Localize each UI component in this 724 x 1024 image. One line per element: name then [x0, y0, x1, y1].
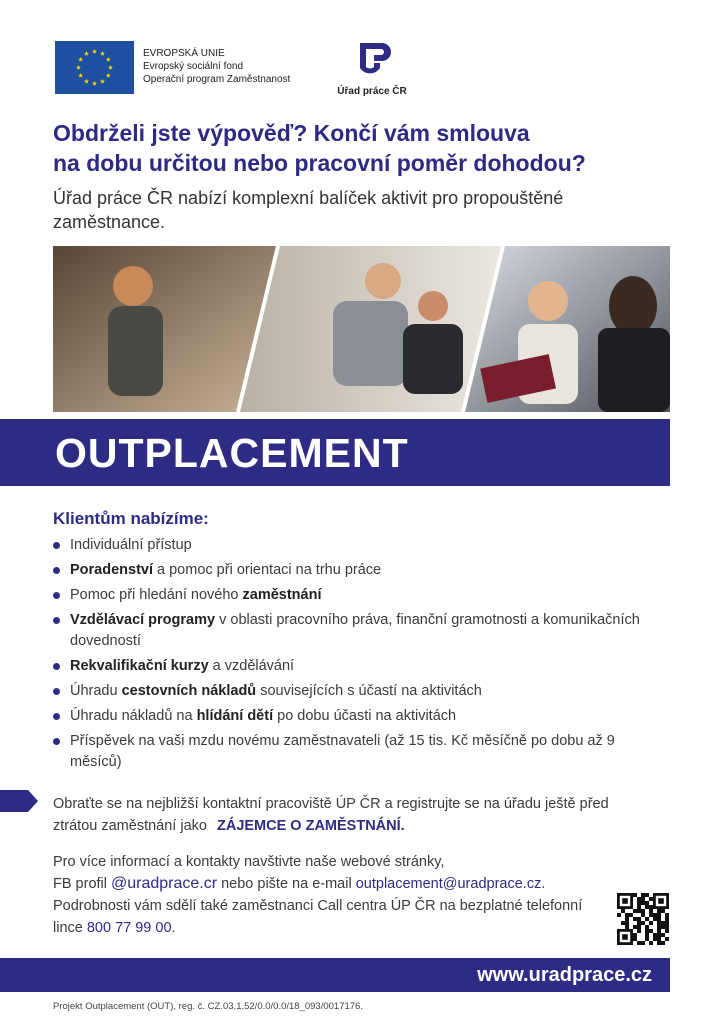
offer-item-pre: Úhradu nákladů na	[70, 708, 197, 724]
contact-line2	[53, 873, 613, 895]
bullet-icon	[53, 617, 60, 624]
offer-item	[53, 560, 653, 581]
bullet-icon	[53, 688, 60, 695]
contact-line1: Pro více informací a kontakty navštivte naše webové stránky,	[53, 854, 445, 870]
bullet-icon	[53, 542, 60, 549]
project-registration: Projekt Outplacement (OUT), reg. č. CZ.03.1.52/0.0/0.0/18_093/0017176.	[53, 1001, 363, 1012]
contact-line3	[53, 895, 613, 939]
headline	[53, 118, 693, 178]
offer-item	[53, 731, 653, 773]
offer-item	[53, 610, 653, 652]
offer-list	[53, 535, 653, 777]
arrow-right-icon	[0, 790, 38, 812]
offer-item-post: souvisejících s účastí na aktivitách	[256, 683, 482, 699]
up-logo-name: Úřad práce ČR	[337, 86, 407, 97]
offer-item-bold: hlídání dětí	[196, 708, 274, 724]
offer-item-bold: Poradenství	[70, 562, 153, 578]
eu-flag-icon	[55, 41, 134, 94]
headline-line1: Obdrželi jste výpověď? Končí vám smlouva	[53, 120, 530, 146]
eu-label-line1: EVROPSKÁ UNIE	[143, 48, 225, 59]
register-text: Obraťte se na nejbližší kontaktní pracoviště ÚP ČR a registrujte se na úřadu ještě před ztrátou zaměstnání jako	[53, 796, 609, 834]
eu-label-line3: Operační program Zaměstnanost	[143, 74, 291, 85]
phone-link[interactable]: 800 77 99 00	[86, 920, 172, 936]
offer-item-bold: Rekvalifikační kurzy	[70, 658, 209, 674]
mail-prefix: nebo pište na e-mail	[217, 876, 356, 892]
offer-item-pre: Příspěvek na vaši mzdu novému zaměstnavateli (až 15 tis. Kč měsíčně po dobu až 9 měsíců)	[70, 733, 615, 770]
offer-item-bold: zaměstnání	[242, 587, 322, 603]
email-link[interactable]: outplacement@uradprace.cz.	[355, 876, 546, 892]
photo-collage	[53, 246, 670, 412]
offer-item-post: v oblasti pracovního práva, finanční gramotnosti a komunikačních dovedností	[70, 612, 640, 649]
banner-title: OUTPLACEMENT	[55, 430, 409, 476]
offer-item	[53, 656, 653, 677]
bullet-icon	[53, 738, 60, 745]
bullet-icon	[53, 567, 60, 574]
offer-heading: Klientům nabízíme:	[53, 509, 209, 528]
offer-item	[53, 585, 653, 606]
bullet-icon	[53, 592, 60, 599]
phone-suffix: .	[171, 920, 176, 936]
fb-profile-link[interactable]: @uradprace.cr	[111, 875, 218, 892]
contact-info	[53, 851, 613, 939]
offer-item-bold: cestovních nákladů	[121, 683, 257, 699]
bullet-icon	[53, 663, 60, 670]
subheadline: Úřad práce ČR nabízí komplexní balíček aktivit pro propouštěné zaměstnance.	[53, 188, 564, 232]
bullet-icon	[53, 713, 60, 720]
offer-item-post: a pomoc při orientaci na trhu práce	[153, 562, 382, 578]
offer-item	[53, 706, 653, 727]
offer-item-post: a vzdělávání	[208, 658, 295, 674]
qr-code-icon	[617, 893, 669, 945]
callcentre-text: Podrobnosti vám sdělí také zaměstnanci Call centra ÚP ČR na bezplatné telefonní lince	[53, 898, 583, 936]
headline-line2: na dobu určitou nebo pracovní poměr dohodou?	[53, 150, 586, 176]
offer-item	[53, 681, 653, 702]
offer-item-post: po dobu účasti na aktivitách	[273, 708, 457, 724]
register-emphasis: ZÁJEMCE O ZAMĚSTNÁNÍ.	[216, 818, 405, 834]
eu-label	[143, 47, 290, 86]
up-logo	[332, 41, 412, 97]
up-logo-icon	[352, 41, 392, 79]
offer-item-pre: Individuální přístup	[70, 537, 192, 553]
offer-item-pre: Pomoc při hledání nového	[70, 587, 243, 603]
offer-item	[53, 535, 653, 556]
offer-item-pre: Úhradu	[70, 683, 122, 699]
register-note	[53, 793, 653, 837]
fb-prefix: FB profil	[53, 876, 112, 892]
eu-label-line2: Evropský sociální fond	[143, 61, 244, 72]
offer-item-bold: Vzdělávací programy	[70, 612, 216, 628]
website-link[interactable]: www.uradprace.cz	[477, 964, 652, 986]
